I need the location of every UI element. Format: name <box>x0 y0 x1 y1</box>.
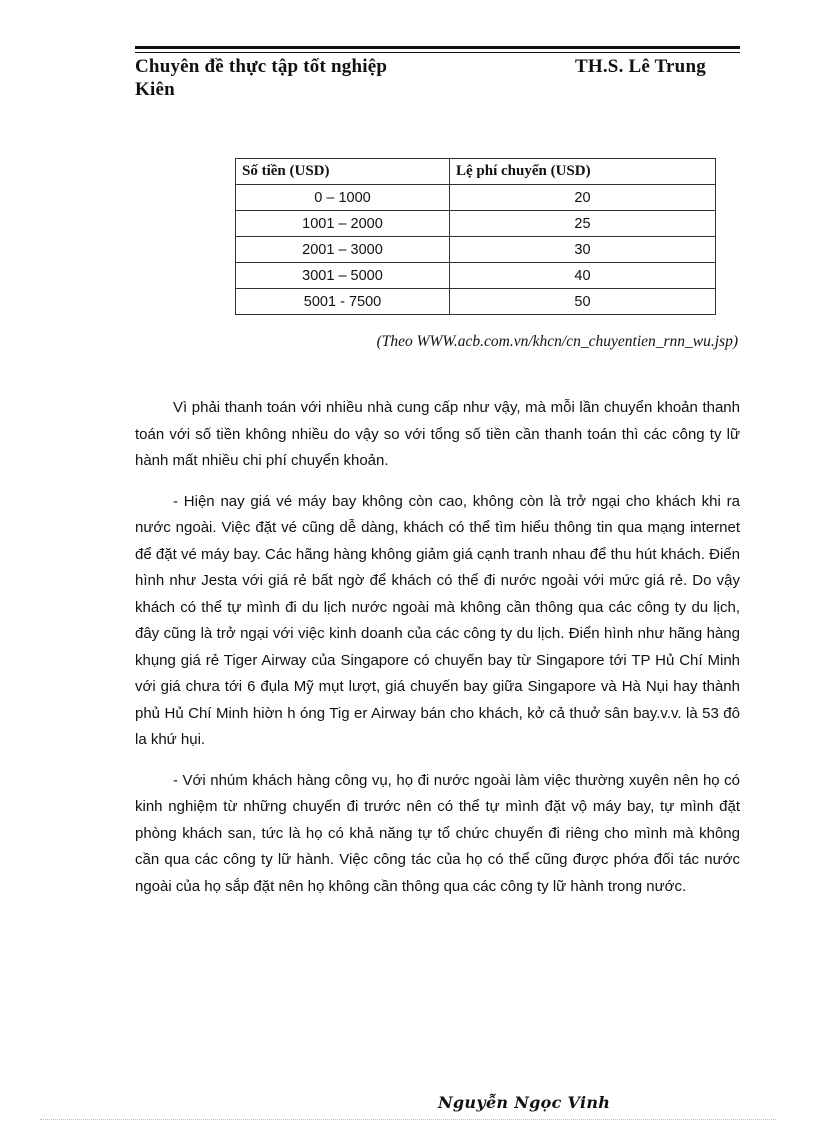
fee-cell: 20 <box>450 185 716 211</box>
fee-cell: 30 <box>450 237 716 263</box>
footer-divider <box>40 1119 776 1120</box>
table-row <box>236 211 716 237</box>
fee-cell: 50 <box>450 289 716 315</box>
header-rule-thin <box>135 52 740 53</box>
paragraph-business-travelers: - Với nhúm khách hàng công vụ, họ đi nước ngoài làm việc thường xuyên nên họ có kinh nghiệm từ những chuyến đi trước nên có thể tự mình đặt vộ máy bay, tự mình đặt phòng khách san, tức là họ có khả năng tự tổ chức chuyến đi riêng cho mình mà không cần qua các công ty lữ hành. Việc công tác của họ có thể cũng được phớa đối tác nước ngoài của họ sắp đặt nên họ không cần thông qua các công ty lữ hành trong nước. <box>135 771 740 895</box>
header-rule-thick <box>135 46 740 49</box>
table-row <box>236 185 716 211</box>
paragraph-airfare: - Hiện nay giá vé máy bay không còn cao, không còn là trở ngại cho khách khi ra nước ngoài. Việc đặt vé cũng dễ dàng, khách có thể tìm hiểu thông tin qua mạng internet để đặt vé máy bay. Các hãng hàng không giảm giá cạnh tranh nhau để thu hút khách. Điển hình như Jesta với giá rẻ bất ngờ để khách có thể đi nước ngoài với mức giá rẻ. Do vậy khách có thể tự mình đi du lịch nước ngoài mà không cần thông qua các công ty du lịch, đây cũng là trở ngại với việc kinh doanh của các công ty du lịch. Điển hình như hãng hàng khụng giá rẻ Tiger Airway của Singapore có chuyến bay từ Singapore tới TP Hủ Chí Minh với giá chưa tới 6 đụla Mỹ mụt lượt, giá chuyến bay giữa Singapore và Hà Nụi hay thành phủ Hủ Chí Minh hiờn h óng Tig er Airway bán cho khách, kở cả thuở sân bay.v.v. là 53 đô la khứ hụi. <box>135 492 740 748</box>
column-header-fee: Lệ phí chuyển (USD) <box>450 159 716 185</box>
table-row <box>236 289 716 315</box>
amount-cell: 2001 – 3000 <box>236 237 450 263</box>
amount-cell: 0 – 1000 <box>236 185 450 211</box>
body-text <box>135 395 740 914</box>
table-row <box>236 263 716 289</box>
amount-cell: 1001 – 2000 <box>236 211 450 237</box>
author-name-continued: Kiên <box>135 79 175 100</box>
amount-cell: 3001 – 5000 <box>236 263 450 289</box>
author-name: TH.S. Lê Trung <box>575 56 706 77</box>
amount-cell: 5001 - 7500 <box>236 289 450 315</box>
fee-cell: 25 <box>450 211 716 237</box>
table-source-note: (Theo WWW.acb.com.vn/khcn/cn_chuyentien_rnn_wu.jsp) <box>376 333 738 350</box>
footer-author-signature: Nguyễn Ngọc Vinh <box>438 1093 611 1112</box>
table-header-row <box>236 159 716 185</box>
fee-cell: 40 <box>450 263 716 289</box>
document-title: Chuyên đề thực tập tốt nghiệp <box>135 56 388 77</box>
paragraph-transfer-costs: Vì phải thanh toán với nhiều nhà cung cấp như vậy, mà mỗi lần chuyển khoản thanh toán với số tiền không nhiều do vậy so với tổng số tiền cần thanh toán thì các công ty lữ hành mất nhiều chi phí chuyển khoản. <box>135 399 740 469</box>
table-row <box>236 237 716 263</box>
column-header-amount: Số tiền (USD) <box>236 159 450 185</box>
transfer-fee-table <box>235 158 716 315</box>
